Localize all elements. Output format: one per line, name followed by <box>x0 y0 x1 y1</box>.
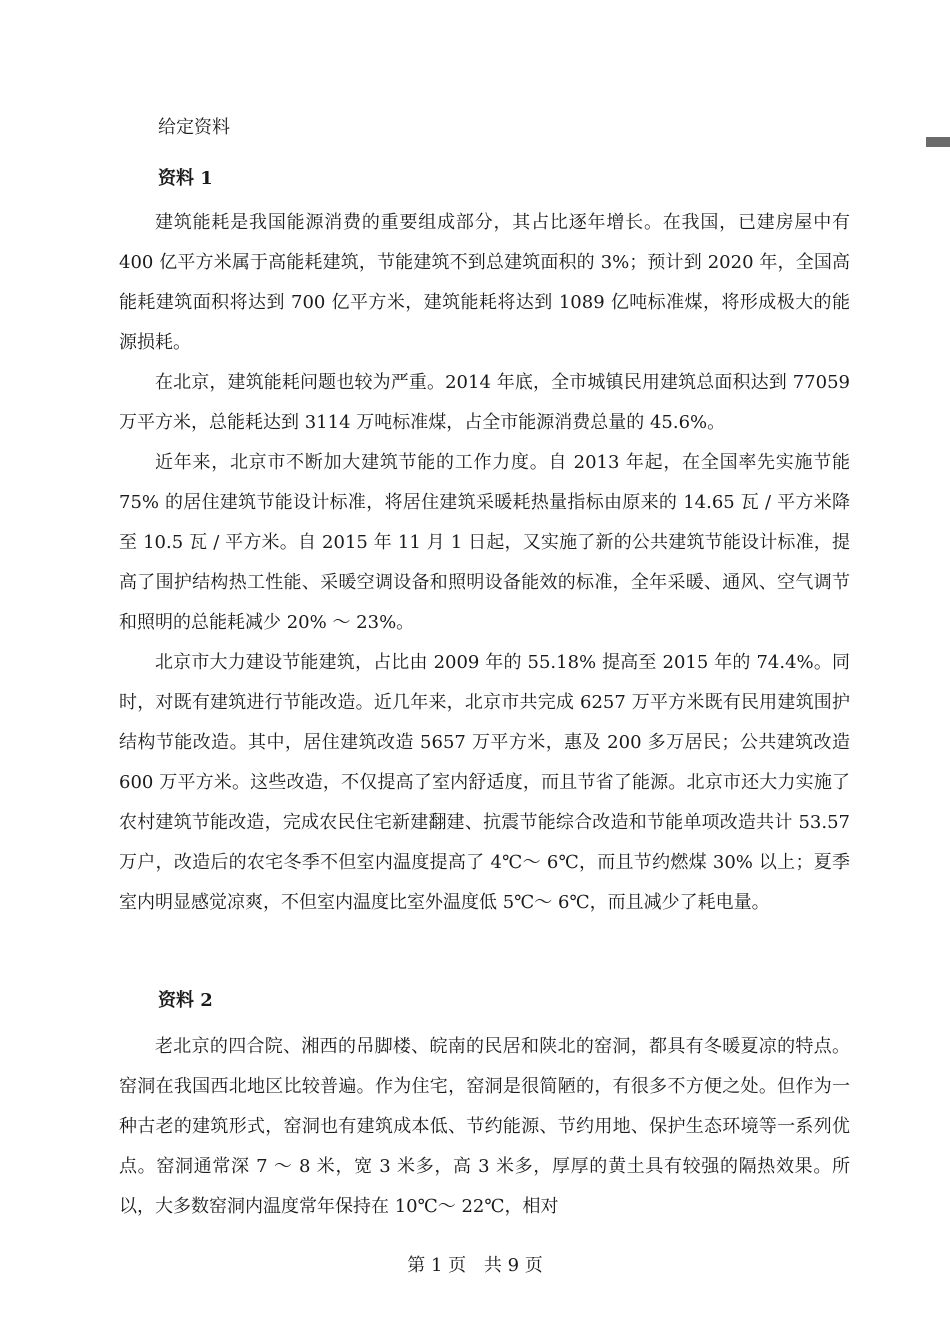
page-number: 第 1 页 <box>407 1255 467 1276</box>
material-1-paragraph-4: 北京市大力建设节能建筑，占比由 2009 年的 55.18% 提高至 2015 年的 74.4%。同时，对既有建筑进行节能改造。近几年来，北京市共完成 6257 万平方米既有民用建筑围护结构节能改造。其中，居住建筑改造 5657 万平方米，惠及 200 多万居民；公共建筑改造 600 万平方米。这些改造，不仅提高了室内舒适度，而且节省了能源。北京市还大力实施了农村建筑节能改造，完成农民住宅新建翻建、抗震节能综合改造和节能单项改造共计 53.57 万户，改造后的农宅冬季不但室内温度提高了 4℃～ 6℃，而且节约燃煤 30% 以上；夏季室内明显感觉凉爽，不但室内温度比室外温度低 5℃～ 6℃，而且减少了耗电量。 <box>119 652 850 913</box>
page-footer <box>0 1254 950 1278</box>
material-2-body <box>119 1027 850 1227</box>
material-1-paragraph-3: 近年来，北京市不断加大建筑节能的工作力度。自 2013 年起，在全国率先实施节能 75% 的居住建筑节能设计标准，将居住建筑采暖耗热量指标由原来的 14.65 瓦 / 平方米降至 10.5 瓦 / 平方米。自 2015 年 11 月 1 日起，又实施了新的公共建筑节能设计标准，提高了围护结构热工性能、采暖空调设备和照明设备能效的标准，全年采暖、通风、空气调节和照明的总能耗减少 20% ～ 23%。 <box>119 452 850 633</box>
material-1-paragraph-1: 建筑能耗是我国能源消费的重要组成部分，其占比逐年增长。在我国，已建房屋中有 400 亿平方米属于高能耗建筑，节能建筑不到总建筑面积的 3%；预计到 2020 年，全国高能耗建筑面积将达到 700 亿平方米，建筑能耗将达到 1089 亿吨标准煤，将形成极大的能源损耗。 <box>119 212 850 353</box>
material-1-heading: 资料 1 <box>158 168 213 189</box>
material-2-paragraph-1: 老北京的四合院、湘西的吊脚楼、皖南的民居和陕北的窑洞，都具有冬暖夏凉的特点。窑洞在我国西北地区比较普遍。作为住宅，窑洞是很简陋的，有很多不方便之处。但作为一种古老的建筑形式，窑洞也有建筑成本低、节约能源、节约用地、保护生态环境等一系列优点。窑洞通常深 7 ～ 8 米，宽 3 米多，高 3 米多，厚厚的黄土具有较强的隔热效果。所以，大多数窑洞内温度常年保持在 10℃～ 22℃，相对 <box>119 1036 850 1217</box>
section-title: 给定资料 <box>158 117 230 138</box>
material-2-heading: 资料 2 <box>158 990 213 1011</box>
material-1-paragraph-2: 在北京，建筑能耗问题也较为严重。2014 年底，全市城镇民用建筑总面积达到 77059 万平方米，总能耗达到 3114 万吨标准煤，占全市能源消费总量的 45.6%。 <box>119 372 850 433</box>
page-edge-tab <box>926 137 950 147</box>
material-1-body <box>119 203 850 923</box>
page-total: 共 9 页 <box>483 1255 543 1276</box>
